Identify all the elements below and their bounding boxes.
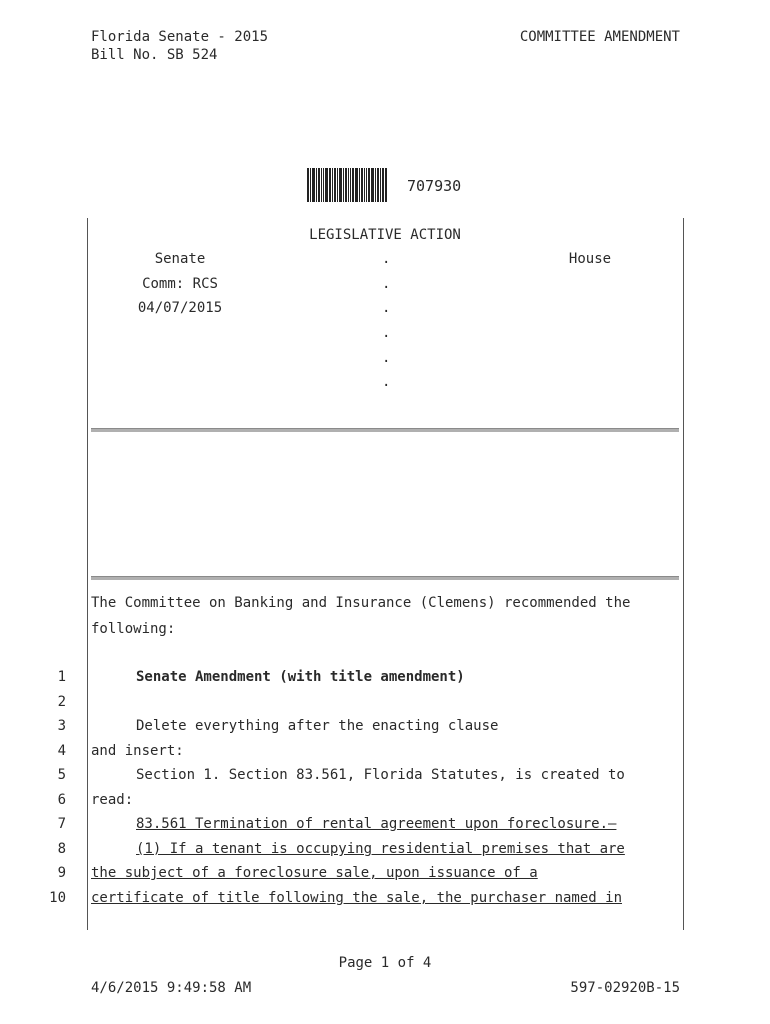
bill-text-line-underlined: (1) If a tenant is occupying residential premises that are (136, 841, 625, 857)
line-number: 10 (49, 890, 66, 906)
line-number: 8 (57, 841, 66, 857)
bill-text-line-underlined: the subject of a foreclosure sale, upon issuance of a (91, 865, 538, 881)
legislative-action-title: LEGISLATIVE ACTION (309, 227, 461, 243)
bill-text-line: Section 1. Section 83.561, Florida Statutes, is created to (136, 767, 625, 783)
separator-dot: . (382, 374, 391, 390)
barcode-number: 707930 (407, 177, 462, 195)
barcode-graphic (307, 168, 401, 202)
separator-dot: . (382, 251, 391, 267)
page-number: Page 1 of 4 (338, 955, 432, 971)
senate-committee: Comm: RCS (142, 276, 218, 292)
house-label: House (568, 251, 612, 267)
intro-line-1: The Committee on Banking and Insurance (Clemens) recommended the (91, 595, 631, 611)
divider-line (91, 428, 679, 432)
senate-label: Senate (154, 251, 206, 267)
intro-line-2: following: (91, 621, 176, 637)
divider-line (91, 576, 679, 580)
line-number: 1 (57, 669, 66, 685)
senate-date: 04/07/2015 (137, 300, 223, 316)
line-number: 7 (57, 816, 66, 832)
separator-dot: . (382, 300, 391, 316)
separator-dot: . (382, 350, 391, 366)
footer-code: 597-02920B-15 (570, 980, 680, 996)
separator-dot: . (382, 325, 391, 341)
bill-text-line: Delete everything after the enacting clause (136, 718, 499, 734)
line-number: 6 (57, 792, 66, 808)
bill-text-line-underlined: 83.561 Termination of rental agreement upon foreclosure.— (136, 816, 617, 832)
footer-timestamp: 4/6/2015 9:49:58 AM (91, 980, 252, 996)
line-number: 2 (57, 694, 66, 710)
header-left-line2: Bill No. SB 524 (91, 47, 218, 63)
line-number: 5 (57, 767, 66, 783)
bill-text-line: read: (91, 792, 134, 808)
right-margin-line (683, 218, 684, 930)
line-number: 4 (57, 743, 66, 759)
line-number: 9 (57, 865, 66, 881)
bill-text-line: and insert: (91, 743, 184, 759)
left-margin-line (87, 218, 88, 930)
separator-dot: . (382, 276, 391, 292)
header-left-line1: Florida Senate - 2015 (91, 29, 269, 45)
line-number: 3 (57, 718, 66, 734)
bill-text-line-underlined: certificate of title following the sale, the purchaser named in (91, 890, 623, 906)
amendment-heading: Senate Amendment (with title amendment) (136, 669, 465, 685)
header-right: COMMITTEE AMENDMENT (519, 29, 680, 45)
